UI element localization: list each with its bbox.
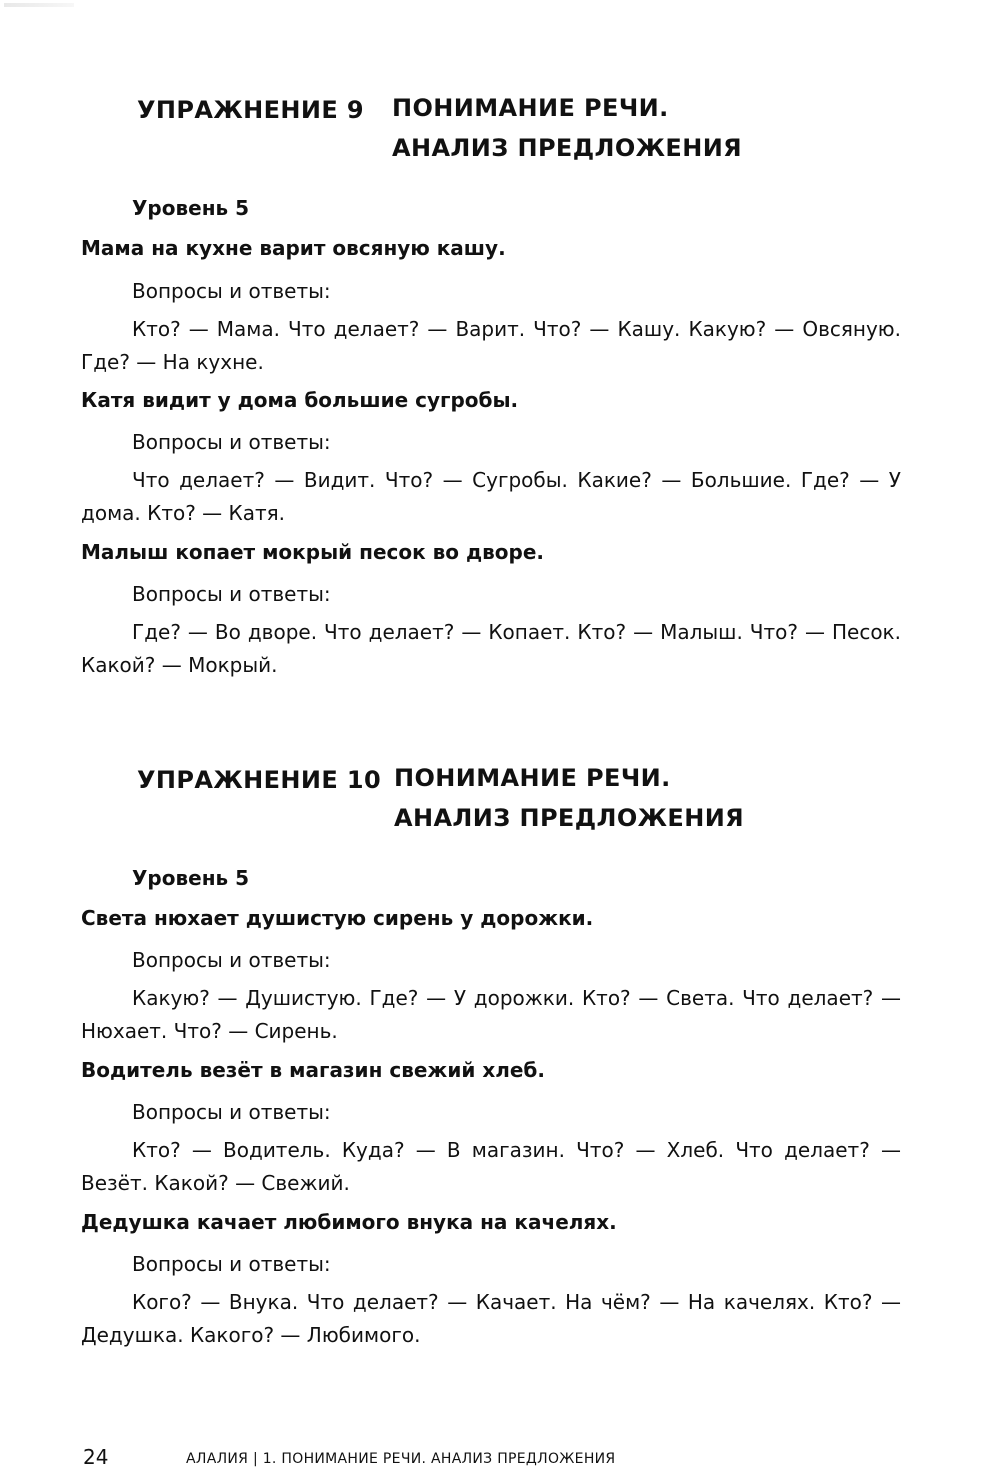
sentence: Малыш копает мокрый песок во дворе. [81,540,545,564]
running-title: АЛАЛИЯ | 1. ПОНИМАНИЕ РЕЧИ. АНАЛИЗ ПРЕДЛОЖЕНИЯ [186,1451,616,1467]
sentence: Водитель везёт в магазин свежий хлеб. [81,1058,545,1082]
qa-label: Вопросы и ответы: [132,582,331,606]
answer-text: Кто? — Мама. Что делает? — Варит. Что? — Кашу. Какую? — Овсяную. Где? — На кухне. [81,317,901,374]
answer-text: Какую? — Душистую. Где? — У дорожки. Кто? — Света. Что делает? — Нюхает. Что? — Сирень. [81,986,901,1043]
answer-text: Кого? — Внука. Что делает? — Качает. На чём? — На качелях. Кто? — Дедушка. Какого? — Любимого. [81,1290,901,1347]
exercise-label: УПРАЖНЕНИЕ 9 [137,96,365,124]
exercise-9-heading [0,96,1000,206]
qa-label: Вопросы и ответы: [132,430,331,454]
sentence: Света нюхает душистую сирень у дорожки. [81,906,594,930]
level-label: Уровень 5 [132,196,250,220]
scan-artifact [4,3,74,7]
exercise-title [394,758,744,838]
qa-label: Вопросы и ответы: [132,948,331,972]
exercise-title-line2: АНАЛИЗ ПРЕДЛОЖЕНИЯ [394,804,745,832]
qa-label: Вопросы и ответы: [132,1100,331,1124]
sentence: Мама на кухне варит овсяную кашу. [81,236,506,260]
exercise-title-line2: АНАЛИЗ ПРЕДЛОЖЕНИЯ [392,134,743,162]
sentence: Катя видит у дома большие сугробы. [81,388,519,412]
exercise-title [392,88,742,168]
answer-text: Где? — Во дворе. Что делает? — Копает. Кто? — Малыш. Что? — Песок. Какой? — Мокрый. [81,620,901,677]
qa-label: Вопросы и ответы: [132,279,331,303]
answer-text: Что делает? — Видит. Что? — Сугробы. Какие? — Большие. Где? — У дома. Кто? — Катя. [81,468,901,525]
exercise-10-heading [0,766,1000,876]
sentence: Дедушка качает любимого внука на качелях. [81,1210,617,1234]
qa-label: Вопросы и ответы: [132,1252,331,1276]
page-number: 24 [83,1445,109,1469]
answer-text: Кто? — Водитель. Куда? — В магазин. Что? — Хлеб. Что делает? — Везёт. Какой? — Свежий. [81,1138,901,1195]
exercise-title-line1: ПОНИМАНИЕ РЕЧИ. [392,94,669,122]
level-label: Уровень 5 [132,866,250,890]
exercise-label: УПРАЖНЕНИЕ 10 [137,766,382,794]
exercise-title-line1: ПОНИМАНИЕ РЕЧИ. [394,764,671,792]
